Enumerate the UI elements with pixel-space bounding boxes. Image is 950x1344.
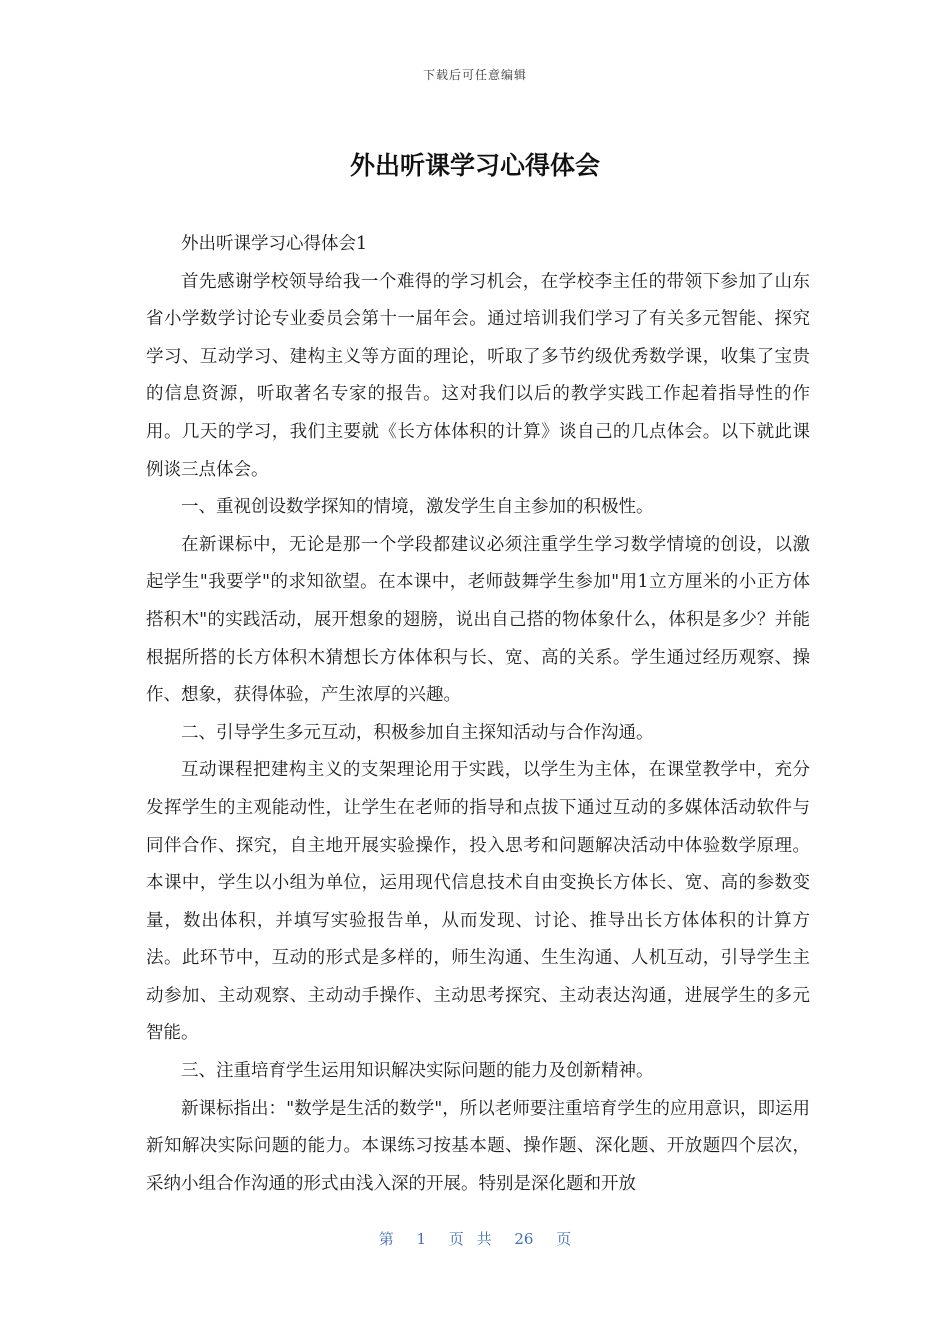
- page-footer: [0, 1228, 950, 1249]
- footer-suffix: 页: [556, 1230, 572, 1248]
- paragraph: 在新课标中，无论是那一个学段都建议必须注重学生学习数学情境的创设，以激起学生"我要学"的求知欲望。在本课中，老师鼓舞学生参加"用1立方厘米的小正方体搭积木"的实践活动，展开想象的翅膀，说出自己搭的物体象什么，体积是多少？并能根据所搭的长方体积木猜想长方体体积与长、宽、高的关系。学生通过经历观察、操作、想象，获得体验，产生浓厚的兴趣。: [146, 534, 810, 706]
- footer-current-page: 1: [416, 1230, 427, 1248]
- section-heading-1: 一、重视创设数学探知的情境，激发学生自主参加的积极性。: [181, 497, 654, 518]
- document-body: [146, 226, 810, 1203]
- paragraph: 首先感谢学校领导给我一个难得的学习机会，在学校李主任的带领下参加了山东省小学数学讨论专业委员会第十一届年会。通过培训我们学习了有关多元智能、探究学习、互动学习、建构主义等方面的理论，听取了多节约级优秀数学课，收集了宝贵的信息资源，听取著名专家的报告。这对我们以后的教学实践工作起着指导性的作用。几天的学习，我们主要就《长方体体积的计算》谈自己的几点体会。以下就此课例谈三点体会。: [146, 271, 810, 480]
- paragraph: 新课标指出："数学是生活的数学"，所以老师要注重培育学生的应用意识，即运用新知解决实际问题的能力。本课练习按基本题、操作题、深化题、开放题四个层次，采纳小组合作沟通的形式由浅入深的开展。特别是深化题和开放: [146, 1098, 810, 1194]
- footer-prefix: 第: [378, 1230, 394, 1248]
- footer-middle: 页 共: [448, 1230, 492, 1248]
- header-note: 下载后可任意编辑: [422, 68, 527, 82]
- section-heading-3: 三、注重培育学生运用知识解决实际问题的能力及创新精神。: [181, 1061, 654, 1082]
- paragraph: 互动课程把建构主义的支架理论用于实践，以学生为主体，在课堂教学中，充分发挥学生的主观能动性，让学生在老师的指导和点拔下通过互动的多媒体活动软件与同伴合作、探究，自主地开展实验操作，投入思考和问题解决活动中体验数学原理。本课中，学生以小组为单位，运用现代信息技术自由变换长方体长、宽、高的参数变量，数出体积，并填写实验报告单，从而发现、讨论、推导出长方体体积的计算方法。此环节中，互动的形式是多样的，师生沟通、生生沟通、人机互动，引导学生主动参加、主动观察、主动动手操作、主动思考探究、主动表达沟通，进展学生的多元智能。: [146, 760, 810, 1044]
- footer-total-pages: 26: [514, 1230, 534, 1248]
- paragraph-subtitle: 外出听课学习心得体会1: [181, 234, 368, 254]
- section-heading-2: 二、引导学生多元互动，积极参加自主探知活动与合作沟通。: [181, 722, 654, 743]
- document-title: 外出听课学习心得体会: [349, 151, 600, 180]
